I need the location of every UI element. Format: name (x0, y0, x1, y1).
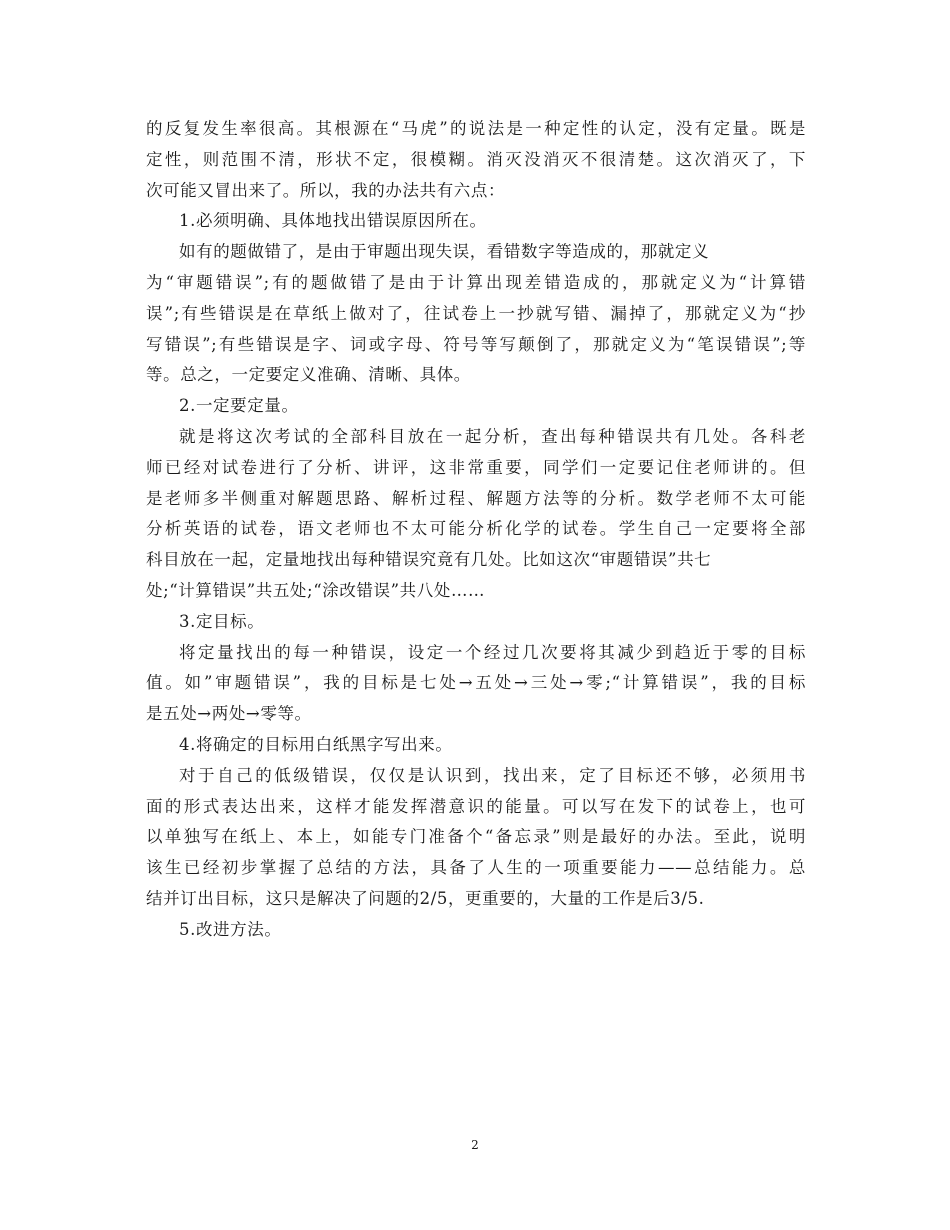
section-heading-3: 3.定目标。 (179, 611, 265, 631)
paragraph-line: 将定量找出的每一种错误，设定一个经过几次要将其减少到趋近于零的目标 (179, 642, 806, 662)
text-line: 等。总之，一定要定义准确、清晰、具体。 (146, 365, 471, 385)
text-line: 结并订出目标，这只是解决了问题的2/5，更重要的，大量的工作是后3/5. (146, 888, 705, 908)
text-line: 的反复发生率很高。其根源在“马虎”的说法是一种定性的认定，没有定量。既是 (146, 119, 806, 138)
body-text (146, 114, 806, 946)
text-line: 写错误”;有些错误是字、词或字母、符号等写颠倒了，那就定义为“笔误错误”;等 (146, 334, 806, 354)
paragraph-line: 如有的题做错了，是由于审题出现失误，看错数字等造成的，那就定义 (179, 242, 710, 262)
text-line: 为“审题错误”;有的题做错了是由于计算出现差错造成的，那就定义为“计算错 (146, 272, 806, 292)
text-line: 次可能又冒出来了。所以，我的办法共有六点： (146, 180, 506, 200)
section-heading-1: 1.必须明确、具体地找出错误原因所在。 (179, 211, 487, 231)
text-line: 面的形式表达出来，这样才能发挥潜意识的能量。可以写在发下的试卷上，也可 (146, 796, 806, 816)
text-line: 是老师多半侧重对解题思路、解析过程、解题方法等的分析。数学老师不太可能 (146, 488, 806, 508)
text-line: 分析英语的试卷，语文老师也不太可能分析化学的试卷。学生自己一定要将全部 (146, 519, 806, 539)
text-line: 该生已经初步掌握了总结的方法，具备了人生的一项重要能力——总结能力。总 (146, 858, 806, 878)
text-line: 误”;有些错误是在草纸上做对了，往试卷上一抄就写错、漏掉了，那就定义为“抄 (146, 303, 806, 323)
text-line: 是五处→两处→零等。 (146, 704, 312, 724)
text-line: 值。如”审题错误”，我的目标是七处→五处→三处→零;“计算错误”，我的目标 (146, 673, 806, 693)
section-heading-4: 4.将确定的目标用白纸黑字写出来。 (179, 734, 453, 754)
paragraph-line: 就是将这次考试的全部科目放在一起分析，查出每种错误共有几处。各科老 (179, 426, 806, 446)
text-line: 定性，则范围不清，形状不定，很模糊。消灭没消灭不很清楚。这次消灭了，下 (146, 149, 806, 169)
text-line: 科目放在一起，定量地找出每种错误究竟有几处。比如这次“审题错误”共七 (146, 550, 712, 570)
text-line: 以单独写在纸上、本上，如能专门准备个“备忘录”则是最好的办法。至此，说明 (146, 827, 806, 847)
section-heading-5: 5.改进方法。 (179, 919, 282, 939)
section-heading-2: 2.一定要定量。 (179, 396, 299, 416)
page-number: 2 (471, 1138, 479, 1152)
paragraph-line: 对于自己的低级错误，仅仅是认识到，找出来，定了目标还不够，必须用书 (179, 765, 806, 785)
text-line: 师已经对试卷进行了分析、讲评，这非常重要，同学们一定要记住老师讲的。但 (146, 457, 806, 477)
text-line: 处;“计算错误”共五处;“涂改错误”共八处…… (146, 580, 486, 600)
